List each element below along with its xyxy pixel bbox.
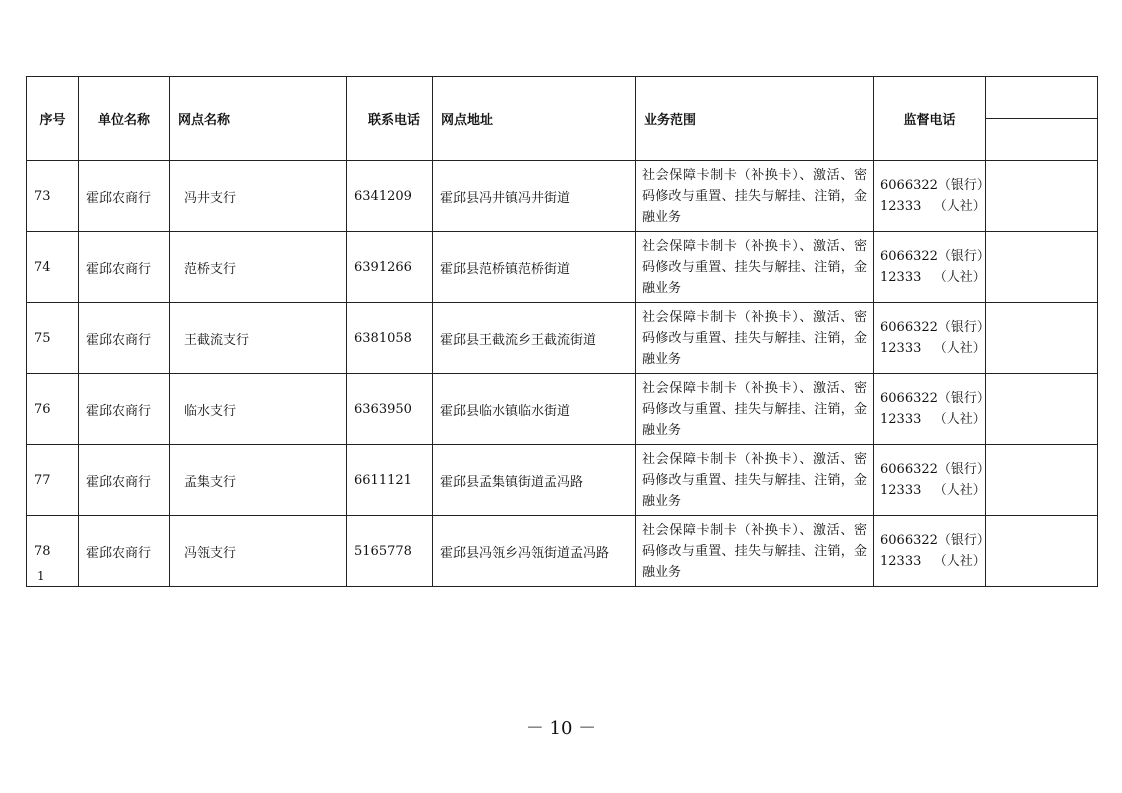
cell-supervision-phone	[874, 516, 990, 587]
cell-business-scope: 社会保障卡制卡（补换卡）、激活、密码修改与重置、挂失与解挂、注销，金融业务	[636, 445, 874, 516]
cell-business-scope: 社会保障卡制卡（补换卡）、激活、密码修改与重置、挂失与解挂、注销，金融业务	[636, 303, 874, 374]
cell-supervision-phone	[874, 161, 990, 232]
cell-business-scope: 社会保障卡制卡（补换卡）、激活、密码修改与重置、挂失与解挂、注销，金融业务	[636, 232, 874, 303]
header-blank-cell	[986, 77, 1098, 161]
cell-seq: 75	[27, 303, 79, 374]
cell-blank	[986, 303, 1098, 374]
cell-blank	[986, 161, 1098, 232]
cell-branch-name: 临水支行	[170, 374, 347, 445]
cell-unit-name: 霍邱农商行	[79, 445, 170, 516]
cell-contact-phone: 6363950	[347, 374, 433, 445]
cell-contact-phone: 6611121	[347, 445, 433, 516]
cell-supervision-phone	[874, 303, 990, 374]
supervision-phone-line: 6066322（银行）	[880, 249, 990, 264]
header-address: 网点地址	[433, 77, 636, 161]
cell-blank	[986, 232, 1098, 303]
cell-branch-name: 王截流支行	[170, 303, 347, 374]
cell-address: 霍邱县冯井镇冯井街道	[433, 161, 636, 232]
cell-branch-name: 冯井支行	[170, 161, 347, 232]
table-row	[27, 161, 1098, 232]
cell-blank	[986, 516, 1098, 587]
cell-unit-name: 霍邱农商行	[79, 516, 170, 587]
cell-unit-name: 霍邱农商行	[79, 374, 170, 445]
cell-address: 霍邱县王截流乡王截流街道	[433, 303, 636, 374]
cell-address: 霍邱县冯瓴乡冯瓴街道孟冯路	[433, 516, 636, 587]
cell-blank	[986, 445, 1098, 516]
cell-unit-name: 霍邱农商行	[79, 303, 170, 374]
cell-seq: 77	[27, 445, 79, 516]
cell-seq: 78	[27, 516, 79, 587]
page-number: － 10 －	[525, 718, 597, 739]
supervision-phone-line: 12333 （人社）	[880, 554, 986, 569]
cell-blank	[986, 374, 1098, 445]
cell-seq: 73	[27, 161, 79, 232]
supervision-phone-line: 12333 （人社）	[880, 270, 986, 285]
cell-supervision-phone	[874, 374, 990, 445]
supervision-phone-line: 12333 （人社）	[880, 341, 986, 356]
cell-address: 霍邱县孟集镇街道孟冯路	[433, 445, 636, 516]
cell-address: 霍邱县临水镇临水街道	[433, 374, 636, 445]
header-unit-name: 单位名称	[79, 77, 170, 161]
table-row	[27, 445, 1098, 516]
cell-contact-phone: 6391266	[347, 232, 433, 303]
header-branch-name: 网点名称	[170, 77, 347, 161]
supervision-phone-line: 12333 （人社）	[880, 483, 986, 498]
header-business-scope: 业务范围	[636, 77, 874, 161]
cell-branch-name: 孟集支行	[170, 445, 347, 516]
supervision-phone-line: 6066322（银行）	[880, 320, 990, 335]
cell-business-scope: 社会保障卡制卡（补换卡）、激活、密码修改与重置、挂失与解挂、注销，金融业务	[636, 161, 874, 232]
cell-seq: 76	[27, 374, 79, 445]
header-contact-phone: 联系电话	[347, 77, 433, 161]
header-blank-bottom	[986, 119, 1097, 160]
cell-contact-phone: 6341209	[347, 161, 433, 232]
cell-branch-name: 冯瓴支行	[170, 516, 347, 587]
table-row	[27, 232, 1098, 303]
cell-branch-name: 范桥支行	[170, 232, 347, 303]
table-header-row	[27, 77, 1098, 161]
cell-address: 霍邱县范桥镇范桥街道	[433, 232, 636, 303]
supervision-phone-line: 12333 （人社）	[880, 199, 986, 214]
cell-business-scope: 社会保障卡制卡（补换卡）、激活、密码修改与重置、挂失与解挂、注销，金融业务	[636, 374, 874, 445]
cell-contact-phone: 6381058	[347, 303, 433, 374]
table-row	[27, 374, 1098, 445]
cell-seq: 74	[27, 232, 79, 303]
supervision-phone-line: 12333 （人社）	[880, 412, 986, 427]
header-supervision-phone: 监督电话	[874, 77, 986, 161]
branch-table	[26, 76, 1098, 587]
table-row	[27, 516, 1098, 587]
cell-unit-name: 霍邱农商行	[79, 161, 170, 232]
supervision-phone-line: 6066322（银行）	[880, 462, 990, 477]
supervision-phone-line: 6066322（银行）	[880, 391, 990, 406]
header-blank-top	[986, 77, 1097, 119]
footnote-marker: 1	[37, 569, 45, 583]
supervision-phone-line: 6066322（银行）	[880, 533, 990, 548]
supervision-phone-line: 6066322（银行）	[880, 178, 990, 193]
header-seq: 序号	[27, 77, 79, 161]
cell-supervision-phone	[874, 232, 990, 303]
cell-supervision-phone	[874, 445, 990, 516]
cell-business-scope: 社会保障卡制卡（补换卡）、激活、密码修改与重置、挂失与解挂、注销，金融业务	[636, 516, 874, 587]
table-row	[27, 303, 1098, 374]
cell-contact-phone: 5165778	[347, 516, 433, 587]
cell-unit-name: 霍邱农商行	[79, 232, 170, 303]
